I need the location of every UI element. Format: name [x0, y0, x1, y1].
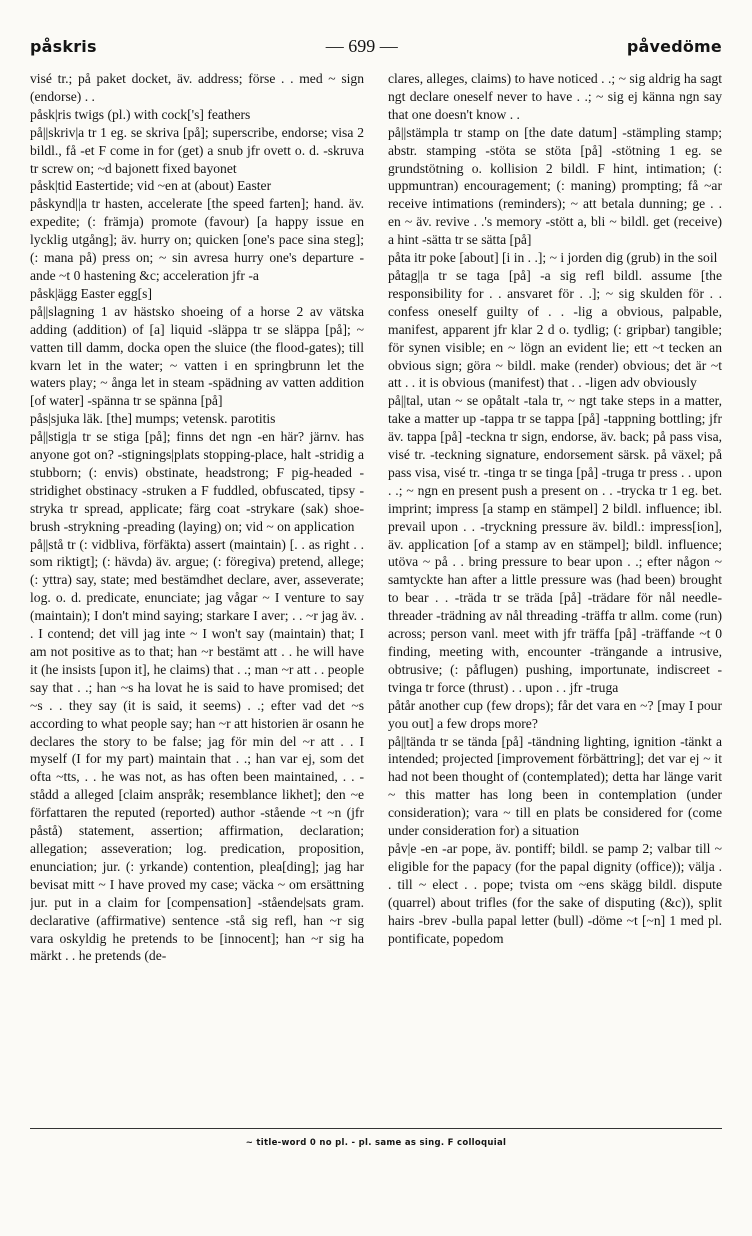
- right-guide-word: påvedöme: [626, 37, 722, 56]
- footer-rule: [30, 1128, 722, 1129]
- left-guide-word: påskris: [30, 37, 97, 56]
- columns: [30, 70, 722, 1110]
- dictionary-entry: på||slagning 1 av hästsko shoeing of a horse 2 av vätska adding (addition) of [a] liquid -släppa tr se släppa [på]; ~ vatten till damm, docka open the sluice (the flood-gates); till kvarn let in the water; ~ vatten i en springbrunn let the waters play; ~ ånga let in steam -spädning av vatten addition [of water] -spänna tr se spänna [på]: [30, 303, 364, 409]
- dictionary-entry: på||stig|a tr se stiga [på]; finns det ngn -en här? järnv. has anyone got on? -stignings|plats stopping-place, halt -stridig a stubborn; (: envis) obstinate, headstrong; F pig-headed -stridighet obstinacy -struken a F fuddled, obfuscated, tipsy -stryka tr spread, applicate; färg coat -strykare (sak) shoe-brush -strykning -preading (laying) on; vid ~ on application: [30, 429, 364, 534]
- dictionary-entry: clares, alleges, claims) to have noticed . .; ~ sig aldrig ha sagt ngt declare oneself never to have . .; ~ sig ej känna ngn say that one doesn't know . .: [388, 71, 722, 122]
- dictionary-entry: påsk|ris twigs (pl.) with cock['s] feathers: [30, 106, 251, 122]
- right-column: [388, 70, 722, 1110]
- dictionary-entry: på||tal, utan ~ se opåtalt -tala tr, ~ ngt take steps in a matter, take a matter up -tappa tr se tappa [på] -tappning bottling; jfr äv. tappa [på] -teckna tr sign, endorse, äv. back; på pass visa, visé tr. -teckning signature, endorsement särsk. på växel; på pass visa, visé tr. -tinga tr se tinga [på] -truga tr press . . upon . .; ~ ngn en present push a present on . . -trycka tr 1 eg. bet. imprint; impress [a stamp en stämpel] 2 bildl. influence; ibl. prevail upon . . -tryckning pressure äv. bildl.: impress[ion], äv. application [of a stamp av en stämpel]; bildl. influence; utöva ~ på . . bring pressure to bear upon . .; efter någon ~ samtyckte han after a little pressure was (had been) brought to bear . . -träda tr se träda [på] -trädare för nål needle-threader -trädning av nål threading -träffa tr allm. come (run) across; person vanl. meet with jfr träffa [på] -träffande ~t 0 finding, meeting with, encounter -trängande a intrusive, obtrusive; (: påflugen) pushing, importunate, indiscreet -tvinga tr force (thrust) . . upon . . jfr -truga: [388, 393, 722, 695]
- dictionary-entry: påtag||a tr se taga [på] -a sig refl bildl. assume [the responsibility for . . ansvaret för . .]; ~ sig skulden för . . confess oneself guilty of . . -lig a obvious, palpable, manifest, apparent jfr klar 2 d o. tydlig; (: gripbar) tangible; för synen visible; en ~ lögn an evident lie; ett ~t tecken an obvious sign; göra ~ bildl. make (render) obvious; det är ~t att . . it is obvious (manifest) that . . -ligen adv obviously: [388, 267, 722, 391]
- dictionary-entry: på||tända tr se tända [på] -tändning lighting, ignition -tänkt a intended; projected [improvement förbättring]; det var ej ~ it had not been thought of (contemplated); detta har länge varit ~ this matter has long been in contemplation (under consideration); vara ~ till en plats be considered for (come under consideration for) a situation: [388, 733, 722, 839]
- left-column: [30, 70, 364, 1110]
- page-header: [30, 36, 722, 66]
- dictionary-entry: påv|e -en -ar pope, äv. pontiff; bildl. se pamp 2; valbar till ~ eligible for the papacy (for the papal dignity (office)); välja . . till ~ elect . . pope; tvista om ~ens skägg bildl. dispute (quarrel) about trifles (for the sake of disputing (&c)), split hairs -brev -bulla papal letter (bull) -döme ~t [~n] 1 med pl. pontificate, popedom: [388, 840, 722, 946]
- dictionary-entry: påskynd||a tr hasten, accelerate [the speed farten]; hand. äv. expedite; (: främja) promote (favour) [a happy issue en lycklig utgång]; äv. hurry on; quicken [one's pace sina steg]; (: mana på) press on; ~ sin avresa hurry one's departure -ande ~t 0 hastening &c; acceleration jfr -a: [30, 196, 364, 283]
- dictionary-entry: påsk|ägg Easter egg[s]: [30, 285, 152, 301]
- dictionary-entry: på||stå tr (: vidbliva, förfäkta) assert (maintain) [. . as right . . som riktigt]; (: hävda) äv. argue; (: föregiva) pretend, allege; (: yttra) say, state; med bestämdhet declare, aver, asseverate; log. o. d. predicate, enunciate; jag vågar ~ I venture to say (maintain); I don't mind saying; starkare I aver; . . ~r jag äv. . . I contend; det vill jag inte ~ I won't say (maintain) that; I am not positive as to that; han ~r bestämt att . . he will have it (he insists [upon it], he claims) that . .; man ~r att . . people say that . .; han ~s ha lovat he is said to have promised; det ~s . . they say (it is said, it seems) . .; efter vad det ~s according to what people say; han ~r att historien är osann he declares the story to be false; jag för min del ~r att . . I myself (I for my part) maintain that . .; han var ej, som det ofta ~tts, . . he was not, as has often been maintained, . . -stådd a alleged [claim anspråk; resemblance likhet]; den ~e författaren the reputed (reported) author -stående ~t ~n (jfr påstå) statement, assertion; affirmation, declaration; allegation; asseveration; log. predication, proposition, enunciation; jur. (: yrkande) contention, plea[ding]; jag har bevisat mitt ~ I have proved my case; väcka ~ om ersättning jur. put in a claim for [compensation] -stående|sats gram. declarative (affirmative) sentence -stå sig refl, han ~r sig vara oskyldig he pretends to be [innocent]; han ~r sig ha märkt . . he pretends (de-: [30, 536, 364, 964]
- abbreviation-legend: ~ title-word 0 no pl. - pl. same as sing. F colloquial: [245, 1138, 507, 1148]
- dictionary-entry: på||skriv|a tr 1 eg. se skriva [på]; superscribe, endorse; visa 2 bildl., få -et F come in for (get) a snub jfr ovett o. d. -skruva tr screw on; ~d bajonett fixed bayonet: [30, 124, 364, 176]
- dictionary-entry: pås|sjuka läk. [the] mumps; vetensk. parotitis: [30, 411, 276, 427]
- dictionary-entry: visé tr.; på paket docket, äv. address; förse . . med ~ sign (endorse) . .: [30, 71, 364, 104]
- dictionary-entry: påtår another cup (few drops); får det vara en ~? [may I pour you out] a few drops more?: [388, 697, 722, 731]
- page-number: — 699 —: [325, 36, 398, 56]
- dictionary-entry: påta itr poke [about] [i in . .]; ~ i jorden dig (grub) in the soil: [388, 250, 718, 266]
- dictionary-entry: påsk|tid Eastertide; vid ~en at (about) Easter: [30, 178, 272, 194]
- dictionary-entry: på||stämpla tr stamp on [the date datum] -stämpling stamp; abstr. stamping -stöta se stöta [på] -stötning 1 eg. se grundstötning o. kollision 2 bildl. F hint, intimation; (: uppmuntran) encouragement; (: maning) prompting; få ~ar receive intimations (reminders); ~ att betala dunning; ge . . en ~ äv. revive . .'s memory -stött a, bli ~ bildl. get (receive) a hint -sätta tr se sätta [på]: [388, 124, 722, 248]
